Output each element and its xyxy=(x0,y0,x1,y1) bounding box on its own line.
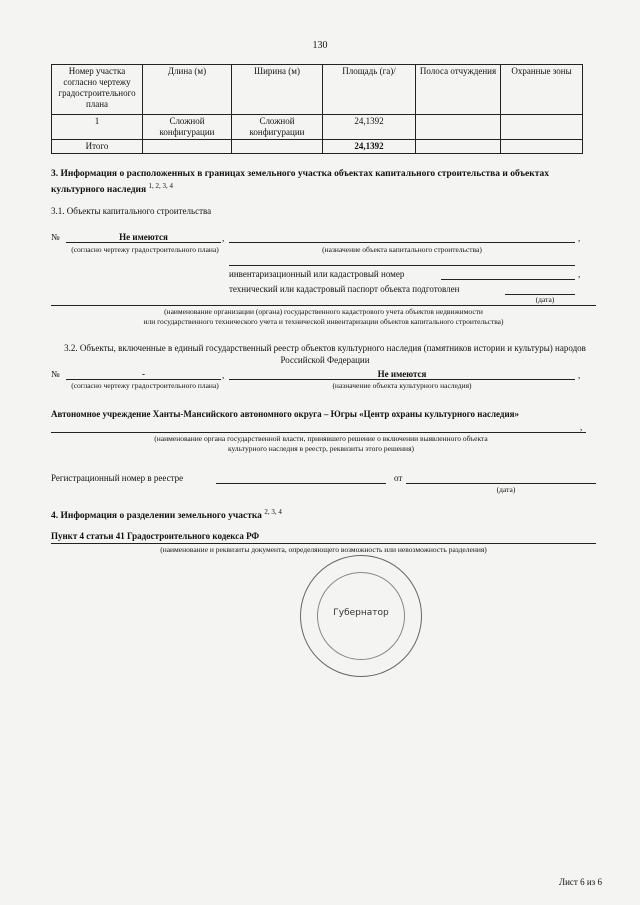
heritage-authority: Автономное учреждение Ханты-Мансийского автономного округа – Югры «Центр охраны культурного наследия» xyxy=(51,409,519,419)
passport-label: технический или кадастровый паспорт объекта подготовлен xyxy=(229,284,460,294)
land-parcel-table xyxy=(51,64,583,154)
section32-title: 3.2. Объекты, включенные в единый государственный реестр объектов культурного наследия (памятников истории и культуры) народов Российской Федерации xyxy=(64,343,586,365)
col-header-zones: Охранные зоны xyxy=(501,65,583,115)
caption-purpose-2: (назначение объекта культурного наследия) xyxy=(332,381,472,390)
from-label: от xyxy=(394,473,403,483)
col-header-length: Длина (м) xyxy=(143,65,232,115)
caption-division: (наименование и реквизиты документа, определяющего возможность или невозможность разделения) xyxy=(160,545,487,554)
total-value: 24,1392 xyxy=(323,140,416,154)
registry-label: Регистрационный номер в реестре xyxy=(51,473,184,483)
caption-authority-1: (наименование органа государственной власти, принявшего решение о включении выявленного объекта xyxy=(154,434,488,443)
section3-title: 3. Информация о расположенных в границах земельного участка объектах капитального строительства и объектах культурного наследия $^{1, 2, 3, 4}$ xyxy=(51,169,550,196)
caption-date: (дата) xyxy=(535,295,555,304)
cell xyxy=(501,115,583,140)
capital-objects-value: Не имеются xyxy=(119,232,168,242)
caption-purpose: (назначение объекта капитального строительства) xyxy=(322,245,482,254)
heritage-purpose-value: Не имеются xyxy=(377,369,427,379)
sheet-number: Лист 6 из 6 xyxy=(559,877,602,887)
cell: Сложной конфигурации xyxy=(143,115,232,140)
section31-title: 3.1. Объекты капитального строительства xyxy=(51,206,212,216)
inventory-label: инвентаризационный или кадастровый номер xyxy=(229,269,405,279)
caption-drawing-2: (согласно чертежу градостроительного плана) xyxy=(71,381,219,390)
caption-org-1: (наименование организации (органа) государственного кадастрового учета объектов недвижимости xyxy=(164,307,483,316)
cell: 1 xyxy=(52,115,143,140)
total-label: Итого xyxy=(52,140,143,154)
col-header-width: Ширина (м) xyxy=(232,65,323,115)
section4-title: 4. Информация о разделении земельного участка $^{2, 3, 4}$ xyxy=(51,508,282,522)
seal-stamp xyxy=(300,555,422,677)
cell: Сложной конфигурации xyxy=(232,115,323,140)
division-document: Пункт 4 статьи 41 Градостроительного кодекса РФ xyxy=(51,531,260,541)
table-row xyxy=(52,115,583,140)
cell: 24,1392 xyxy=(323,115,416,140)
caption-date-2: (дата) xyxy=(496,485,516,494)
number-sign-2: № xyxy=(51,369,60,379)
col-header-area: Площадь (га)/ xyxy=(323,65,416,115)
caption-drawing: (согласно чертежу градостроительного плана) xyxy=(71,245,219,254)
col-header-number: Номер участка согласно чертежу градостроительного плана xyxy=(52,65,143,115)
caption-org-2: или государственного технического учета и технической инвентаризации объектов капитального строительства) xyxy=(143,317,504,326)
table-total-row xyxy=(52,140,583,154)
stamp-text: Губернатор xyxy=(333,608,389,618)
caption-authority-2: культурного наследия в реестр, реквизиты этого решения) xyxy=(227,444,415,453)
number-sign: № xyxy=(51,232,60,242)
heritage-number-value: - xyxy=(142,369,145,379)
page-number: 130 xyxy=(312,40,328,51)
cell xyxy=(416,115,501,140)
col-header-strip: Полоса отчуждения xyxy=(416,65,501,115)
